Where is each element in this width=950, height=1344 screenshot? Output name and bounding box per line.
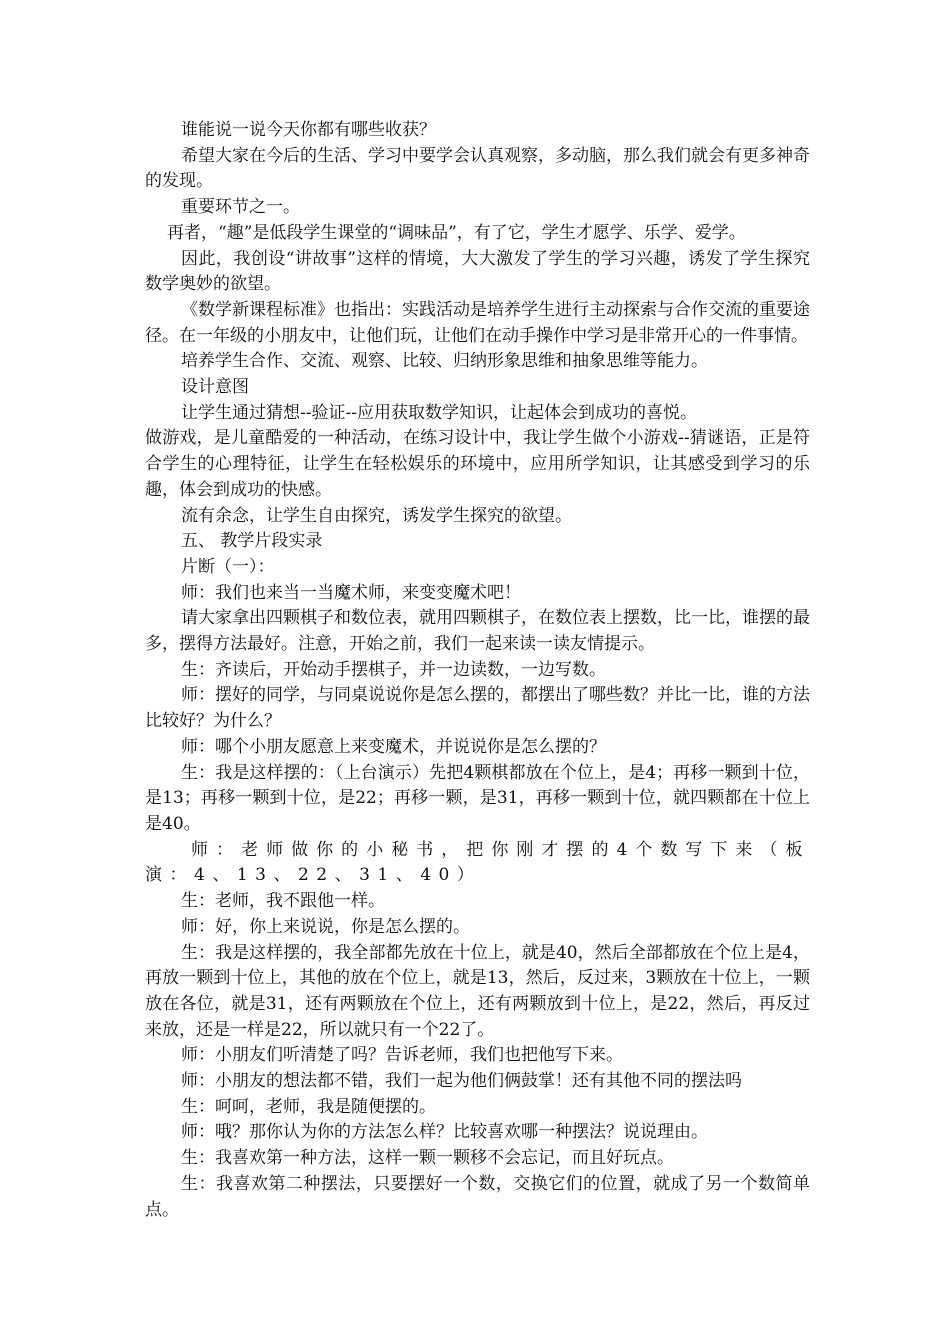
dialogue-line: 生：齐读后，开始动手摆棋子，并一边读数，一边写数。 bbox=[181, 659, 606, 680]
dialogue-line: 师：哦？那你认为你的方法怎么样？比较喜欢哪一种摆法？说说理由。 bbox=[181, 1122, 708, 1143]
dialogue-line: 生：我是这样摆的，我全部都先放在十位上，就是40，然后全部都放在个位上是4，再放一颗到十位上，其他的放在个位上，就是13，然后，反过来，3颗放在十位上，一颗放在各位，就是31，还有两颗放在个位上，还有两颗放到十位上，是22，然后，再反过来放，还是一样是22，所以就只有一个22了。 bbox=[145, 942, 810, 1040]
paragraph-design-intent-heading: 设计意图 bbox=[181, 377, 249, 398]
dialogue-line: 请大家拿出四颗棋子和数位表，就用四颗棋子，在数位表上摆数，比一比，谁摆的最多，摆得方法最好。注意，开始之前，我们一起来读一读友情提示。 bbox=[145, 608, 810, 655]
paragraph-key-step: 重要环节之一。 bbox=[181, 197, 300, 218]
paragraph-fragment-one: 片断（一）： bbox=[181, 556, 275, 577]
document-page bbox=[145, 118, 810, 1223]
dialogue-line: 生：呵呵，老师，我是随便摆的。 bbox=[181, 1096, 436, 1117]
dialogue-line: 师：摆好的同学，与同桌说说你是怎么摆的，都摆出了哪些数？并比一比，谁的方法比较好？为什么？ bbox=[145, 685, 810, 732]
paragraph-harvest-question: 谁能说一说今天你都有哪些收获？ bbox=[181, 120, 436, 140]
paragraph-guess-verify: 让学生通过猜想--验证--应用获取数学知识，让起体会到成功的喜悦。 bbox=[181, 402, 697, 423]
dialogue-line: 生：我喜欢第二种摆法，只要摆好一个数，交换它们的位置，就成了另一个数简单点。 bbox=[145, 1173, 810, 1220]
dialogue-line: 生：我喜欢第一种方法，这样一颗一颗移不会忘记，而且好玩点。 bbox=[181, 1148, 674, 1169]
paragraph-hope: 希望大家在今后的生活、学习中要学会认真观察，多动脑，那么我们就会有更多神奇的发现。 bbox=[145, 145, 810, 192]
dialogue-line: 师：哪个小朋友愿意上来变魔术，并说说你是怎么摆的？ bbox=[181, 736, 606, 757]
paragraph-free-explore: 流有余念，让学生自由探究，诱发学生探究的欲望。 bbox=[181, 505, 572, 526]
paragraph-game: 做游戏，是儿童酷爱的一种活动，在练习设计中，我让学生做个小游戏--猜谜语，正是符合学生的心理特征，让学生在轻松娱乐的环境中，应用所学知识，让其感受到学习的乐趣，体会到成功的快感。 bbox=[145, 428, 810, 500]
dialogue-line: 师：我们也来当一当魔术师，来变变魔术吧！ bbox=[181, 582, 521, 603]
dialogue-line: 师：小朋友们听清楚了吗？告诉老师，我们也把他写下来。 bbox=[181, 1045, 623, 1066]
paragraph-abilities: 培养学生合作、交流、观察、比较、归纳形象思维和抽象思维等能力。 bbox=[181, 351, 708, 372]
dialogue-line: 生：我是这样摆的：（上台演示）先把4颗棋都放在个位上，是4；再移一颗到十位，是13；再移一颗到十位，是22；再移一颗，是31，再移一颗到十位，就四颗都在十位上是40。 bbox=[145, 762, 810, 834]
paragraph-story-scene: 因此，我创设“讲故事”这样的情境，大大激发了学生的学习兴趣，诱发了学生探究数学奥妙的欲望。 bbox=[145, 248, 810, 295]
dialogue-line: 师：好，你上来说说，你是怎么摆的。 bbox=[181, 916, 470, 937]
paragraph-interest: 再者，“趣”是低段学生课堂的“调味品”，有了它，学生才愿学、乐学、爱学。 bbox=[167, 222, 746, 243]
section-heading-teaching-record: 五、 教学片段实录 bbox=[181, 531, 323, 552]
paragraph-curriculum-standard: 《数学新课程标准》也指出：实践活动是培养学生进行主动探索与合作交流的重要途径。在一年级的小朋友中，让他们玩，让他们在动手操作中学习是非常开心的一件事情。 bbox=[145, 299, 810, 346]
dialogue-line: 师：老师做你的小秘书，把你刚才摆的4个数写下来（板演：4、13、22、31、40） bbox=[145, 839, 810, 886]
dialogue-line: 生：老师，我不跟他一样。 bbox=[181, 891, 385, 912]
dialogue-line: 师：小朋友的想法都不错，我们一起为他们俩鼓掌！还有其他不同的摆法吗 bbox=[181, 1071, 742, 1092]
